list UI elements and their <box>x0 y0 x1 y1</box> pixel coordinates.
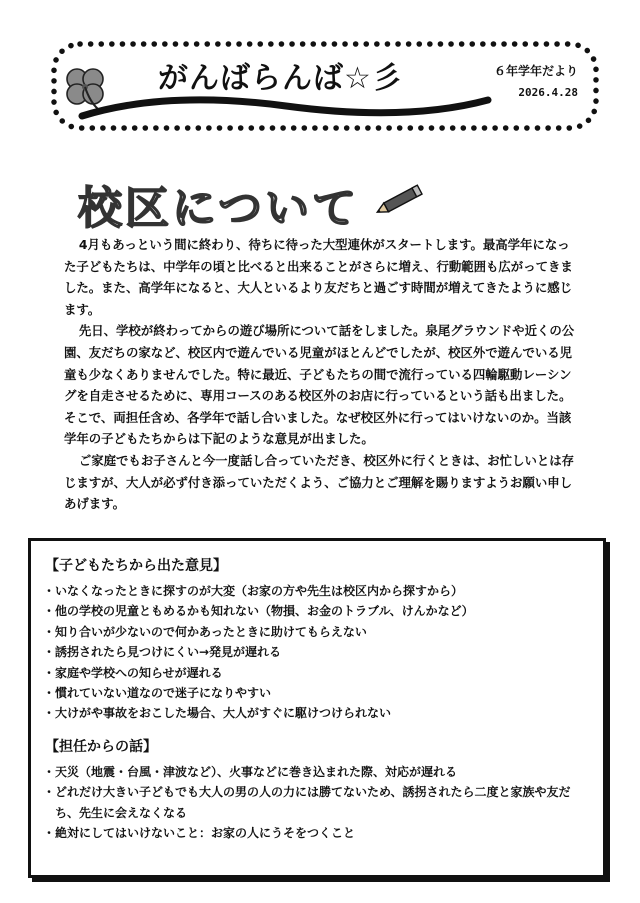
opinions-list <box>31 581 603 724</box>
newsletter-header <box>50 40 600 132</box>
list-item: ・ 誘拐されたら見つけにくい→発見が遅れる <box>43 642 593 662</box>
paragraph-2: 先日、学校が終わってからの遊び場所について話をしました。泉尾グラウンドや近くの公園、友だちの家など、校区内で遊んでいる児童がほとんどでしたが、校区外で遊んでいる児童も少なくありませんでした。特に最近、子どもたちの間で流行っている四輪駆動レーシングを自走させるために、専用コースのある校区外のお店に行っているという話も出ました。そこで、両担任含め、各学年で話し合いました。なぜ校区外に行ってはいけないのか。当該学年の子どもたちからは下記のような意見が出ました。 <box>64 323 575 447</box>
list-item: ・ 天災（地震・台風・津波など）、火事などに巻き込まれた際、対応が遅れる <box>43 762 593 782</box>
list-item: ・ 知り合いが少ないので何かあったときに助けてもらえない <box>43 622 593 642</box>
opinions-box <box>28 538 606 878</box>
section-heading: 校区について <box>78 183 360 234</box>
article-body <box>64 234 578 515</box>
title-underline-swash <box>76 94 496 124</box>
list-item: ・ 慣れていない道なので迷子になりやすい <box>43 683 593 703</box>
teacher-list <box>31 762 603 844</box>
teacher-heading: 【担任からの話】 <box>45 738 157 755</box>
paragraph-3: ご家庭でもお子さんと今一度話し合っていただき、校区外に行くときは、お忙しいとは存じますが、大人が必ず付き添っていただくよう、ご協力とご理解を賜りますようお願い申しあげます。 <box>64 452 575 512</box>
list-item: ・ 絶対にしてはいけないこと：お家の人にうそをつくこと <box>43 823 593 843</box>
issue-date: 2026.4.28 <box>518 86 578 99</box>
list-item: ・ 大けがや事故をおこした場合、大人がすぐに駆けつけられない <box>43 703 593 723</box>
opinions-heading: 【子どもたちから出た意見】 <box>45 558 227 574</box>
pencil-icon <box>372 182 432 216</box>
paragraph-1: 4月もあっという間に終わり、待ちに待った大型連休がスタートします。最高学年になった子どもたちは、中学年の頃と比べると出来ることがさらに増え、行動範囲も広がってきました。また、高学年になると、大人といるより友だちと過ごす時間が増えてきたように感じます。 <box>64 237 573 317</box>
list-item: ・ 他の学校の児童ともめるかも知れない（物損、お金のトラブル、けんかなど） <box>43 601 593 621</box>
grade-label: ６年学年だより <box>493 64 578 78</box>
list-item: ・ 家庭や学校への知らせが遅れる <box>43 663 593 683</box>
newsletter-title: がんばらんば☆彡 <box>158 61 403 96</box>
list-item: ・ いなくなったときに探すのが大変（お家の方や先生は校区内から探すから） <box>43 581 593 601</box>
list-item: ・ どれだけ大きい子どもでも大人の男の人の力には勝てないため、誘拐されたら二度と家族や友だち、先生に会えなくなる <box>43 782 593 823</box>
